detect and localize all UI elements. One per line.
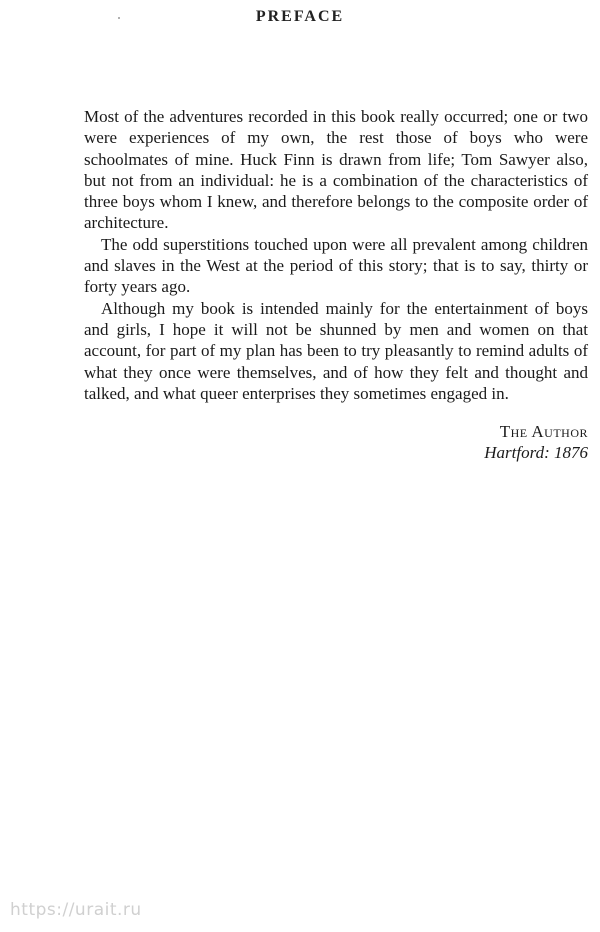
preface-paragraph-2: The odd superstitions touched upon were all prevalent among children and slaves in the West at the period of this story; that is to say, thirty or forty years ago.: [84, 234, 588, 297]
preface-body: [84, 106, 588, 404]
preface-paragraph-3: Although my book is intended mainly for the entertainment of boys and girls, I hope it will not be shunned by men and women on that account, for part of my plan has been to try pleasantly to remind adults of what they once were themselves, and of how they felt and thought and talked, and what queer enterprises they sometimes engaged in.: [84, 298, 588, 403]
page-title: PREFACE: [255, 8, 345, 25]
preface-paragraph-1: Most of the adventures recorded in this book really occurred; one or two were experiences of my own, the rest those of boys who were schoolmates of mine. Huck Finn is drawn from life; Tom Sawyer also, but not from an individual: he is a combination of the characteristics of three boys whom I knew, and therefore belongs to the composite order of architecture.: [84, 107, 588, 233]
source-watermark: https://urait.ru: [10, 900, 142, 920]
signature-place-date: Hartford: 1876: [484, 443, 588, 463]
signature-block: [484, 421, 588, 464]
signature-author: The Author: [499, 422, 588, 441]
